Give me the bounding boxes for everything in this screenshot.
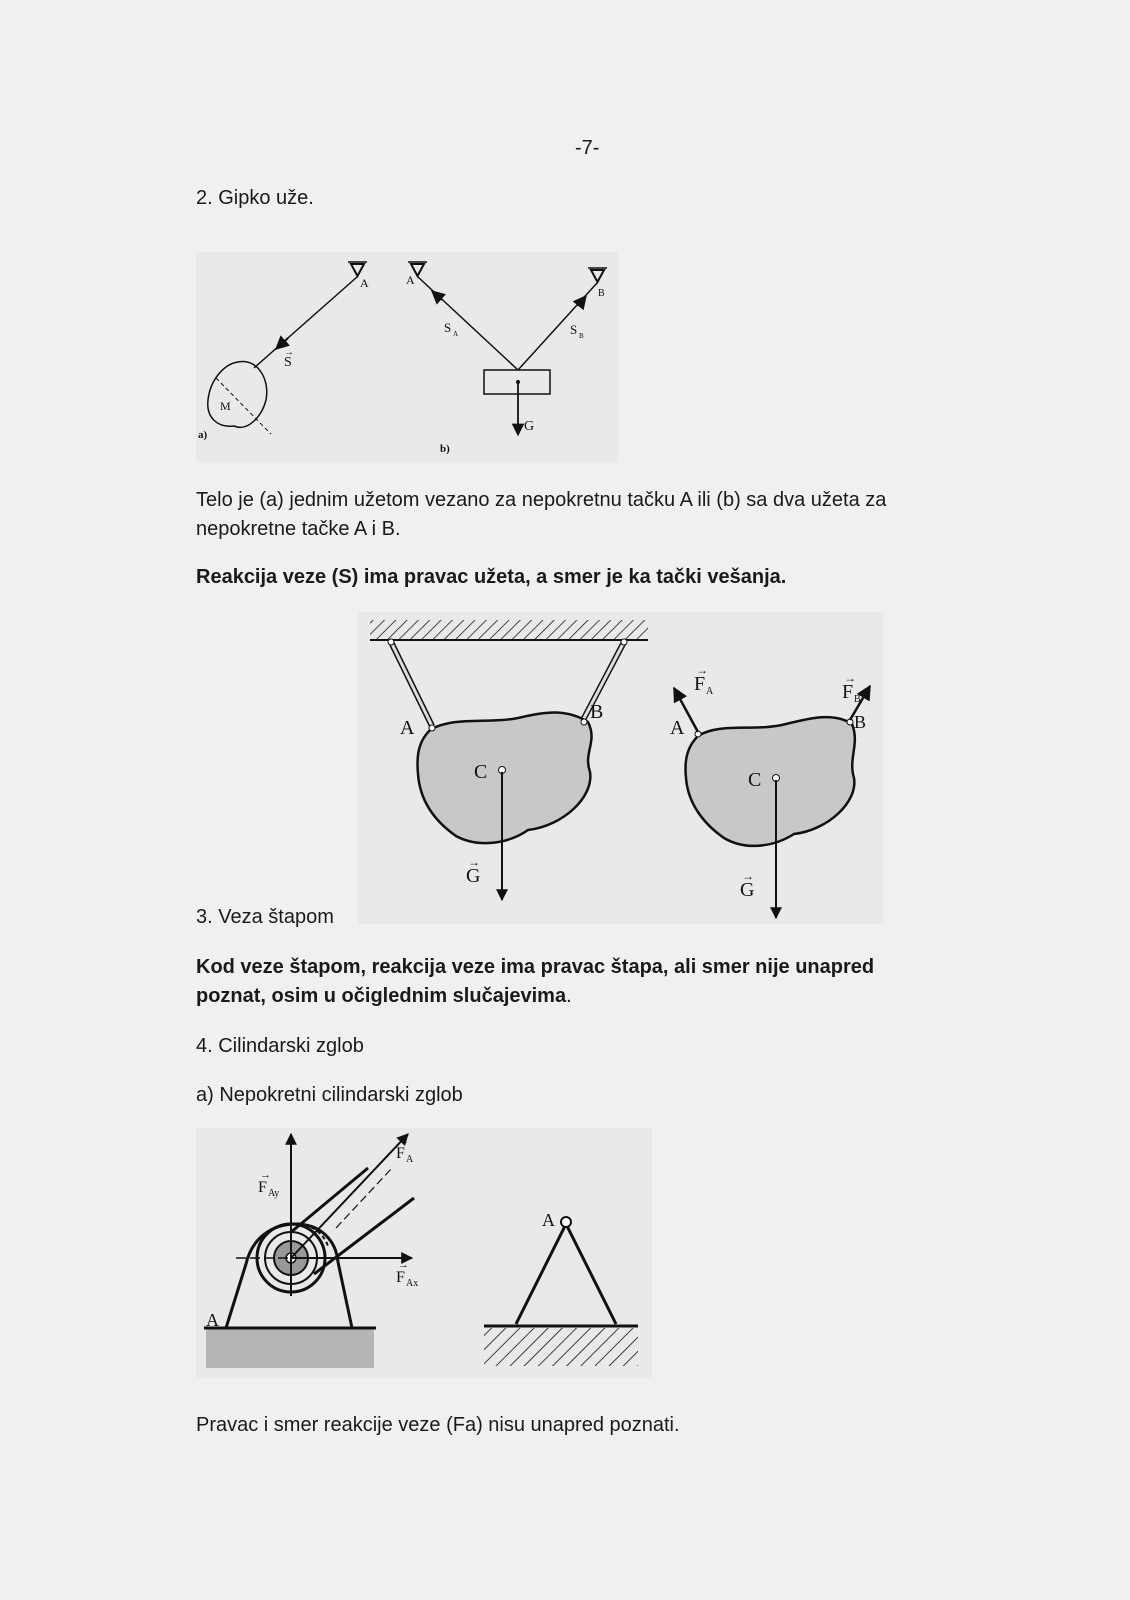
section-4a-heading: a) Nepokretni cilindarski zglob (196, 1084, 463, 1106)
svg-text:→: → (696, 663, 708, 677)
rod-right-force-fb: F (842, 681, 854, 703)
rod-diagram (358, 612, 883, 924)
rod-rule-line-1: Kod veze štapom, reakcija veze ima pravac štapa, ali smer nije unapred (196, 956, 875, 978)
fig-a-label: a) (198, 429, 208, 441)
svg-text:A: A (453, 330, 459, 338)
rod-right-point-c: C (748, 769, 762, 791)
rope-paragraph-line-1: Telo je (a) jednim užetom vezano za nepokretnu tačku A ili (b) sa dva užeta za (196, 489, 887, 511)
page-number: -7- (575, 137, 600, 159)
force-sb-label: S (570, 322, 578, 337)
svg-text:B: B (854, 694, 861, 705)
rod-right-point-a: A (670, 717, 685, 739)
rope-b-point-b-label: B (598, 288, 605, 299)
section-2-heading: 2. Gipko uže. (196, 187, 314, 209)
svg-text:→: → (844, 671, 856, 685)
joint-conclusion: Pravac i smer reakcije veze (Fa) nisu unapred poznati. (196, 1414, 680, 1436)
section-3-heading: 3. Veza štapom (196, 906, 334, 928)
rope-a-point-label: A (360, 276, 369, 290)
svg-text:→: → (260, 1169, 271, 1181)
svg-text:A: A (406, 1154, 414, 1165)
rod-left-point-a: A (400, 717, 415, 739)
svg-text:→: → (398, 1259, 409, 1271)
svg-text:Ay: Ay (268, 1188, 280, 1199)
rope-rule: Reakcija veze (S) ima pravac užeta, a smer je ka tački vešanja. (196, 566, 787, 588)
fig-b-label: b) (440, 443, 450, 455)
rod-left-point-b: B (590, 701, 604, 723)
rod-left-force-g: G (466, 865, 481, 887)
svg-text:→: → (468, 855, 480, 869)
rope-paragraph-line-2: nepokretne tačke A i B. (196, 518, 401, 540)
force-fa-label: F (396, 1145, 405, 1162)
svg-text:A: A (706, 686, 714, 697)
rod-right-force-g: G (740, 879, 755, 901)
svg-text:→: → (398, 1135, 409, 1147)
rod-right-point-b: B (854, 712, 867, 732)
joint-left-point-a: A (206, 1310, 219, 1330)
rod-left-point-c: C (474, 761, 488, 783)
section-4-heading: 4. Cilindarski zglob (196, 1035, 364, 1057)
force-sa-label: S (444, 320, 452, 335)
rod-rule-line-2: poznat, osim u očiglednim slučajevima. (196, 985, 572, 1007)
point-m-label: M (220, 399, 231, 413)
force-g-label: G (524, 419, 535, 434)
svg-text:→: → (742, 869, 754, 883)
svg-text:Ax: Ax (406, 1278, 419, 1289)
rigid-body-right (686, 717, 855, 846)
joint-diagram (196, 1128, 652, 1378)
joint-symbol-point-a: A (542, 1210, 555, 1230)
force-fay-label: F (258, 1179, 267, 1196)
rope-b-point-a-label: A (406, 273, 415, 287)
svg-text:B: B (579, 332, 584, 340)
rigid-body-left (418, 713, 592, 844)
force-fax-label: F (396, 1269, 405, 1286)
joint-figure (196, 1128, 652, 1378)
rope-diagram (196, 252, 618, 462)
rod-right-force-fa: F (694, 673, 706, 695)
rope-figure (196, 252, 618, 462)
rod-figure (358, 612, 883, 924)
force-s-label: S (284, 355, 292, 370)
svg-text:→: → (284, 347, 294, 358)
